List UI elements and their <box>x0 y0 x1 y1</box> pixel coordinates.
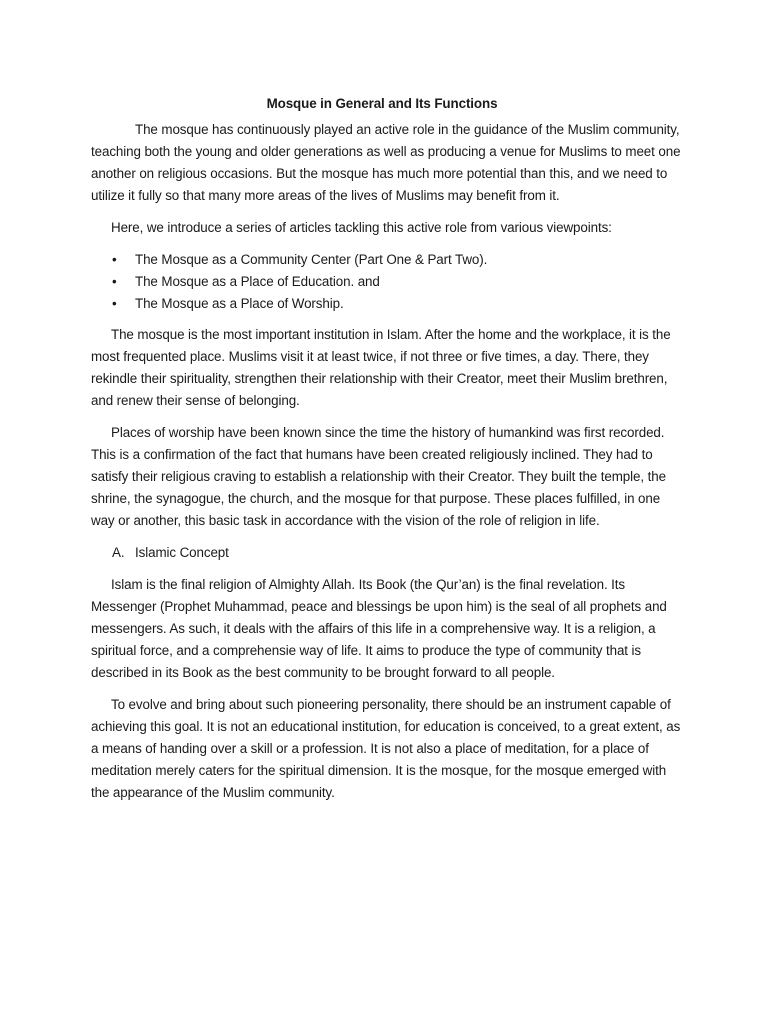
list-item-text: The Mosque as a Place of Worship. <box>135 296 344 311</box>
paragraph-series-intro: Here, we introduce a series of articles tackling this active role from various viewpoints: <box>111 220 612 235</box>
list-item-text: The Mosque as a Place of Education. and <box>135 274 380 289</box>
bullet-icon: • <box>112 296 117 311</box>
section-label: Islamic Concept <box>135 545 229 560</box>
paragraph-instrument: To evolve and bring about such pioneering personality, there should be an instrument capable of achieving this goal. It is not an educational institution, for education is conceived, to a great extent, as a means of handing over a skill or a profession. It is not also a place of meditation, for a place of meditation merely caters for the spiritual dimension. It is the mosque, for the mosque emerged with the appearance of the Muslim community. <box>91 697 681 800</box>
bullet-icon: • <box>112 252 117 267</box>
document-title: Mosque in General and Its Functions <box>266 96 498 111</box>
paragraph-places-of-worship: Places of worship have been known since the time the history of humankind was first recorded. This is a confirmation of the fact that humans have been created religiously inclined. They had to satisfy their religious craving to establish a relationship with their Creator. They built the temple, the shrine, the synagogue, the church, and the mosque for that purpose. These places fulfilled, in one way or another, this basic task in accordance with the vision of the role of religion in life. <box>91 425 666 528</box>
list-item-text: The Mosque as a Community Center (Part One & Part Two). <box>135 252 488 267</box>
document-page <box>91 95 681 814</box>
paragraph-islam-final-religion: Islam is the final religion of Almighty Allah. Its Book (the Qur’an) is the final revelation. Its Messenger (Prophet Muhammad, peace and blessings be upon him) is the seal of all prophets and messengers. As such, it deals with the affairs of this life in a comprehensive way. It is a religion, a spiritual force, and a comprehensie way of life. It aims to produce the type of community that is described in its Book as the best community to be brought forward to all people. <box>91 577 667 680</box>
list-item <box>91 249 681 271</box>
list-item <box>91 271 681 293</box>
bullet-icon: • <box>112 274 117 289</box>
paragraph-intro: The mosque has continuously played an active role in the guidance of the Muslim community, teaching both the young and older generations as well as producing a venue for Muslims to meet one another on religious occasions. But the mosque has much more potential than this, and we need to utilize it fully so that many more areas of the lives of Muslims may benefit from it. <box>91 122 681 203</box>
article-list <box>91 249 681 315</box>
list-item <box>91 293 681 315</box>
section-marker: A. <box>112 545 125 560</box>
section-heading <box>91 542 681 564</box>
paragraph-institution: The mosque is the most important institution in Islam. After the home and the workplace, it is the most frequented place. Muslims visit it at least twice, if not three or five times, a day. There, they rekindle their spirituality, strengthen their relationship with their Creator, meet their Muslim brethren, and renew their sense of belonging. <box>91 327 671 408</box>
